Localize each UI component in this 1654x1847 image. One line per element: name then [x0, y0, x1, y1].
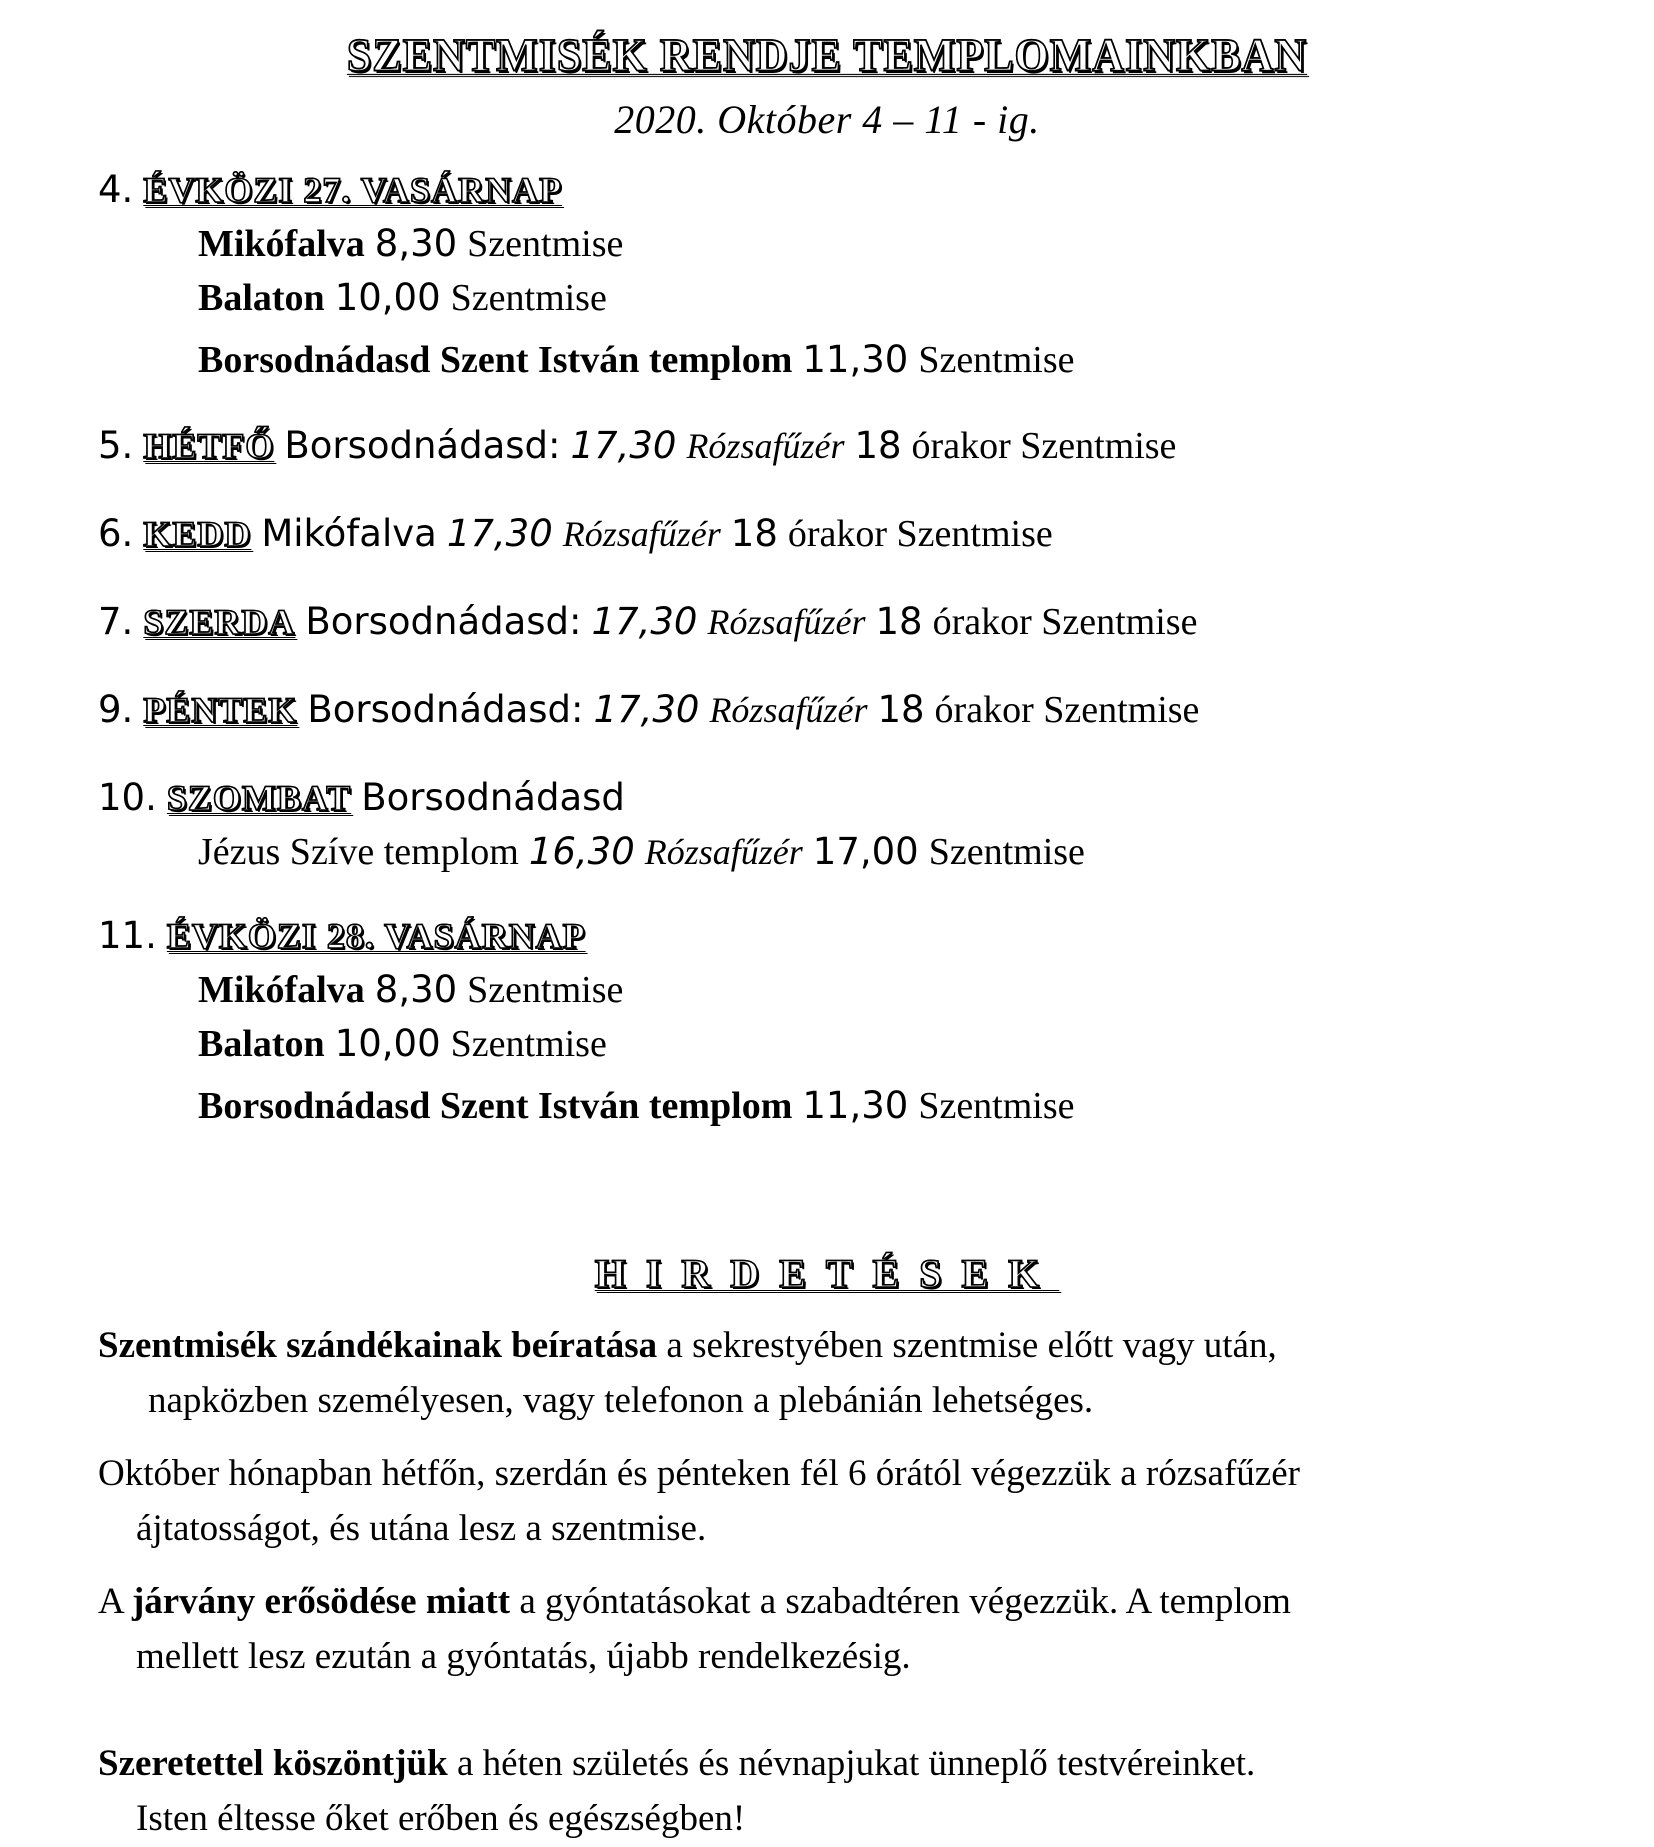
- rosary-time: 17,30: [591, 600, 698, 643]
- rosary-label: Rózsafűzér: [644, 832, 803, 872]
- announcement-continuation: Isten éltesse őket erőben és egészségben!: [136, 1798, 746, 1839]
- mass-entry: [198, 276, 607, 320]
- announcement-text: Október hónapban hétfőn, szerdán és pénteken fél 6 órától végezzük a rózsafűzér: [98, 1453, 1300, 1494]
- day-name: HÉTFŐ: [143, 426, 275, 466]
- rosary-time: 16,30: [528, 830, 635, 873]
- mass-time: 8,30: [374, 222, 458, 265]
- mass-label: órakor Szentmise: [787, 513, 1053, 555]
- mass-label: Szentmise: [467, 223, 624, 265]
- mass-label: Szentmise: [467, 969, 624, 1011]
- mass-label: Szentmise: [450, 277, 607, 319]
- mass-label: Szentmise: [928, 831, 1085, 873]
- mass-place: Borsodnádasd Szent István templom: [198, 339, 793, 381]
- rosary-time: 17,30: [593, 688, 700, 731]
- mass-time: 18: [854, 424, 902, 467]
- place: Borsodnádasd:: [284, 424, 561, 467]
- mass-place: Balaton: [198, 277, 325, 319]
- mass-time: 10,00: [334, 1022, 441, 1065]
- date-range-subtitle: 2020. Október 4 – 11 - ig.: [614, 97, 1040, 142]
- announcement-bold: Szentmisék szándékainak beíratása: [98, 1325, 658, 1366]
- day-number: 4.: [98, 168, 134, 211]
- day-entry-10: [98, 776, 625, 819]
- mass-time: 18: [877, 688, 925, 731]
- announcement-continuation: mellett lesz ezután a gyóntatás, újabb rendelkezésig.: [136, 1636, 911, 1677]
- announcement-prefix: A: [98, 1581, 132, 1622]
- day-name: KEDD: [143, 514, 252, 554]
- day-entry-9: [98, 688, 1199, 732]
- mass-time: 17,00: [812, 830, 919, 873]
- mass-time: 11,30: [802, 338, 909, 381]
- rosary-label: Rózsafűzér: [562, 514, 721, 554]
- day-number: 7.: [98, 600, 134, 643]
- rosary-label: Rózsafűzér: [686, 426, 845, 466]
- day-heading-4: [98, 168, 562, 211]
- church-name: Jézus Szíve templom: [198, 831, 519, 873]
- rosary-label: Rózsafűzér: [707, 602, 866, 642]
- mass-time: 10,00: [334, 276, 441, 319]
- mass-time: 18: [730, 512, 778, 555]
- rosary-label: Rózsafűzér: [709, 690, 868, 730]
- mass-label: órakor Szentmise: [911, 425, 1177, 467]
- day-name: SZERDA: [143, 602, 296, 642]
- mass-place: Balaton: [198, 1023, 325, 1065]
- announcement-text: a sekrestyében szentmise előtt vagy után,: [657, 1325, 1277, 1366]
- day-number: 6.: [98, 512, 134, 555]
- day-name: PÉNTEK: [143, 690, 298, 730]
- place: Borsodnádasd:: [305, 600, 582, 643]
- day-entry-7: [98, 600, 1197, 644]
- rosary-time: 17,30: [446, 512, 553, 555]
- mass-entry: [198, 338, 1075, 382]
- mass-entry: [198, 968, 623, 1012]
- day-heading-11: [98, 914, 586, 957]
- announcement-item: [98, 1736, 1578, 1846]
- mass-place: Mikófalva: [198, 969, 365, 1011]
- day-number: 10.: [98, 776, 157, 819]
- saturday-detail: [198, 830, 1085, 874]
- day-entry-6: [98, 512, 1053, 556]
- place: Borsodnádasd:: [307, 688, 584, 731]
- day-name: SZOMBAT: [166, 778, 352, 818]
- announcement-bold: Szeretettel köszöntjük: [98, 1743, 448, 1784]
- day-number: 11.: [98, 914, 157, 957]
- mass-place: Mikófalva: [198, 223, 365, 265]
- day-name: ÉVKÖZI 27. VASÁRNAP: [143, 170, 563, 210]
- announcement-item: [98, 1574, 1578, 1684]
- announcement-item: [98, 1446, 1578, 1556]
- announcement-continuation: ájtatosságot, és utána lesz a szentmise.: [136, 1508, 707, 1549]
- mass-time: 8,30: [374, 968, 458, 1011]
- mass-time: 11,30: [802, 1084, 909, 1127]
- place: Borsodnádasd: [361, 776, 625, 819]
- mass-entry: [198, 222, 623, 266]
- day-entry-5: [98, 424, 1176, 468]
- mass-time: 18: [875, 600, 923, 643]
- announcement-text: a héten születés és névnapjukat ünneplő testvéreinket.: [447, 1743, 1256, 1784]
- day-number: 9.: [98, 688, 134, 731]
- mass-label: Szentmise: [918, 339, 1075, 381]
- mass-entry: [198, 1022, 607, 1066]
- announcement-item: [98, 1318, 1578, 1428]
- announcement-text: a gyóntatásokat a szabadtéren végezzük. A templom: [510, 1581, 1291, 1622]
- place: Mikófalva: [261, 512, 437, 555]
- mass-entry: [198, 1084, 1075, 1128]
- day-number: 5.: [98, 424, 134, 467]
- announcements-heading: HIRDETÉSEK: [594, 1251, 1060, 1296]
- mass-place: Borsodnádasd Szent István templom: [198, 1085, 793, 1127]
- day-name: ÉVKÖZI 28. VASÁRNAP: [166, 916, 586, 956]
- announcement-bold: járvány erősödése miatt: [131, 1581, 511, 1622]
- rosary-time: 17,30: [570, 424, 677, 467]
- mass-label: órakor Szentmise: [932, 601, 1198, 643]
- page-title: SZENTMISÉK RENDJE TEMPLOMAINKBAN: [346, 29, 1308, 82]
- announcement-continuation: napközben személyesen, vagy telefonon a plebánián lehetséges.: [148, 1380, 1094, 1421]
- mass-label: Szentmise: [918, 1085, 1075, 1127]
- mass-label: Szentmise: [450, 1023, 607, 1065]
- mass-label: órakor Szentmise: [934, 689, 1200, 731]
